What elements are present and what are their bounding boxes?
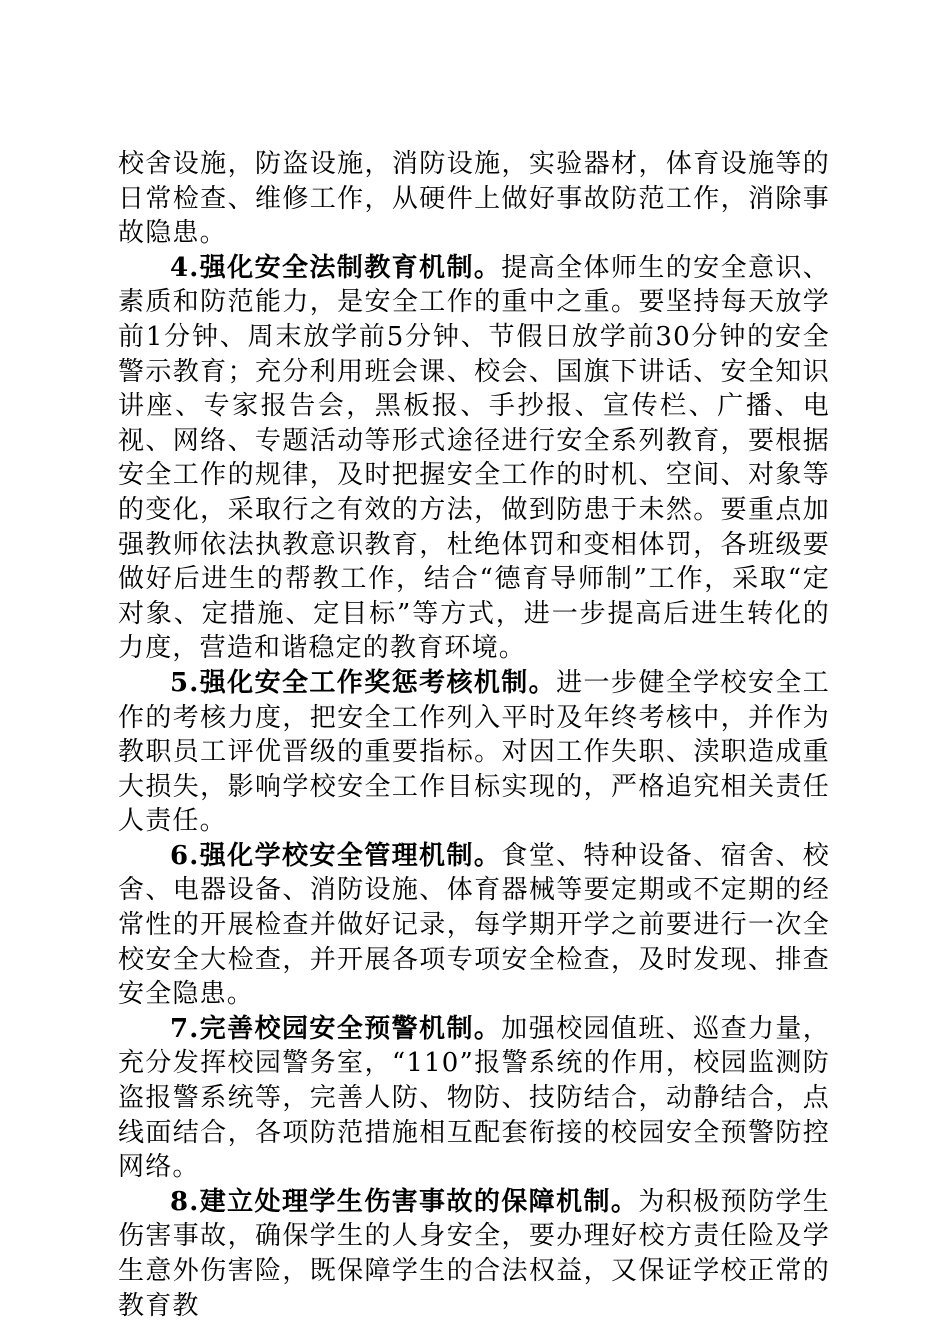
paragraph-text: 进一步健全学校安全工作的考核力度，把安全工作列入平时及年终考核中，并作为教职员工评优晋级的重要指标。对因工作失职、渎职造成重大损失，影响学校安全工作目标实现的，严格追究相关责任人责任。: [118, 667, 830, 837]
paragraph-item-7: [118, 1012, 830, 1185]
paragraph-heading: 4.强化安全法制教育机制。: [170, 252, 502, 283]
paragraph-heading: 5.强化安全工作奖惩考核机制。: [170, 667, 557, 698]
paragraph-heading: 6.强化学校安全管理机制。: [170, 840, 502, 871]
paragraph-text: 为积极预防学生伤害事故，确保学生的人身安全，要办理好校方责任险及学生意外伤害险，既保障学生的合法权益，又保证学校正常的教育教: [118, 1186, 830, 1321]
paragraph-text: 校舍设施，防盗设施，消防设施，实验器材，体育设施等的日常检查、维修工作，从硬件上做好事故防范工作，消除事故隐患。: [118, 149, 830, 249]
paragraph-item-5: [118, 666, 830, 839]
paragraph-continued: [118, 147, 830, 251]
paragraph-heading: 8.建立处理学生伤害事故的保障机制。: [170, 1186, 639, 1217]
paragraph-text: 食堂、特种设备、宿舍、校舍、电器设备、消防设施、体育器械等要定期或不定期的经常性的开展检查并做好记录，每学期开学之前要进行一次全校安全大检查，并开展各项专项安全检查，及时发现、排查安全隐患。: [118, 840, 830, 1010]
paragraph-item-4: [118, 251, 830, 666]
paragraph-item-8: [118, 1185, 830, 1323]
paragraph-text: 提高全体师生的安全意识、素质和防范能力，是安全工作的重中之重。要坚持每天放学前1分钟、周末放学前5分钟、节假日放学前30分钟的安全警示教育；充分利用班会课、校会、国旗下讲话、安全知识讲座、专家报告会，黑板报、手抄报、宣传栏、广播、电视、网络、专题活动等形式途径进行安全系列教育，要根据安全工作的规律，及时把握安全工作的时机、空间、对象等的变化，采取行之有效的方法，做到防患于未然。要重点加强教师依法执教意识教育，杜绝体罚和变相体罚，各班级要做好后进生的帮教工作，结合“德育导师制”工作，采取“定对象、定措施、定目标”等方式，进一步提高后进生转化的力度，营造和谐稳定的教育环境。: [118, 252, 830, 664]
paragraph-heading: 7.完善校园安全预警机制。: [170, 1013, 502, 1044]
paragraph-item-6: [118, 839, 830, 1012]
document-body: [118, 147, 830, 1323]
paragraph-text: 加强校园值班、巡查力量，充分发挥校园警务室，“110”报警系统的作用，校园监测防盗报警系统等，完善人防、物防、技防结合，动静结合，点线面结合，各项防范措施相互配套衔接的校园安全预警防控网络。: [118, 1013, 830, 1183]
